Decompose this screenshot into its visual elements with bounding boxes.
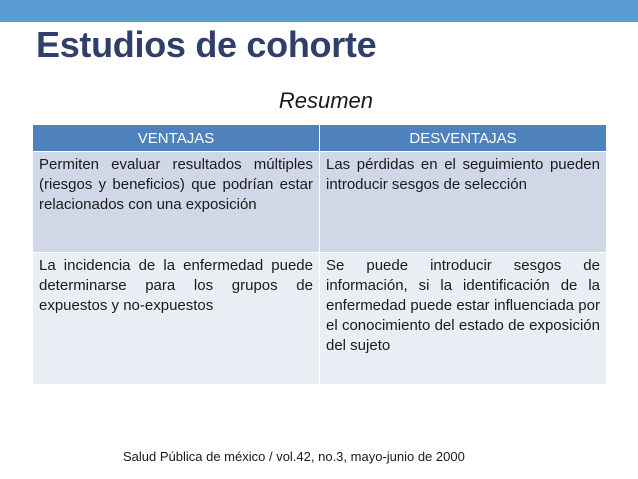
table-row	[33, 152, 607, 253]
top-accent-band	[0, 0, 638, 22]
table-row	[33, 253, 607, 385]
table-cell: La incidencia de la enfermedad puede determinarse para los grupos de expuestos y no-expuestos	[33, 253, 320, 385]
table-cell: Las pérdidas en el seguimiento pueden introducir sesgos de selección	[320, 152, 607, 253]
slide-subtitle: Resumen	[278, 88, 373, 113]
header-desventajas: DESVENTAJAS	[320, 125, 607, 152]
table-header-row	[33, 125, 607, 152]
table-cell: Permiten evaluar resultados múltiples (riesgos y beneficios) que podrían estar relacionados con una exposición	[33, 152, 320, 253]
header-ventajas: VENTAJAS	[33, 125, 320, 152]
comparison-table	[32, 124, 607, 385]
table-cell: Se puede introducir sesgos de información, si la identificación de la enfermedad puede estar influenciada por el conocimiento del estado de exposición del sujeto	[320, 253, 607, 385]
slide-title: Estudios de cohorte	[36, 24, 377, 65]
citation: Salud Pública de méxico / vol.42, no.3, mayo-junio de 2000	[123, 449, 465, 464]
